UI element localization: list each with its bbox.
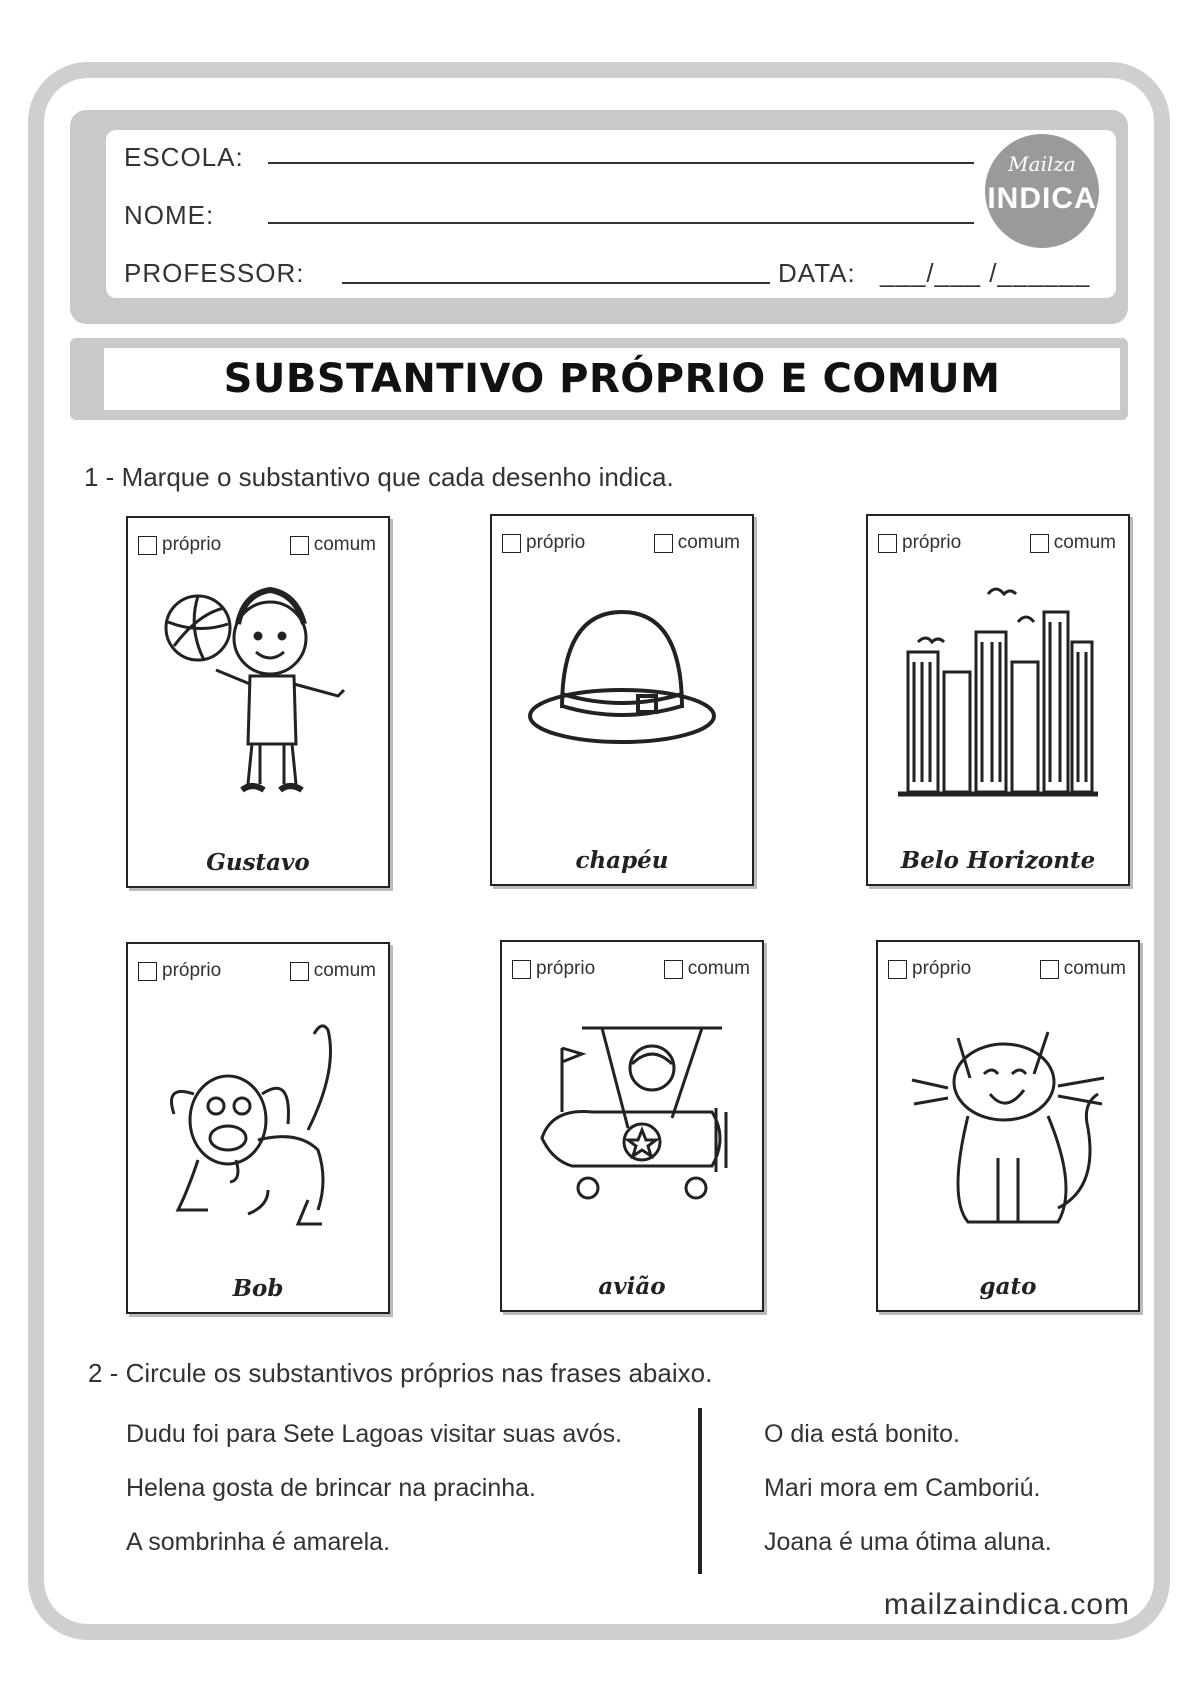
sentence-left-3[interactable]: A sombrinha é amarela. [126,1528,391,1556]
airplane-icon [532,1008,732,1248]
sentence-right-2[interactable]: Mari mora em Camboriú. [764,1474,1041,1502]
card-aviao [500,940,764,1312]
card-word: Belo Horizonte [900,847,1096,874]
card-word: avião [598,1273,666,1300]
checkbox-icon[interactable] [1040,960,1059,979]
hat-icon [522,582,722,822]
question-1-prompt: 1 - Marque o substantivo que cada desenho indica. [84,462,674,492]
card-chapeu [490,514,754,886]
checkbox-icon[interactable] [138,962,157,981]
card-word: Bob [232,1275,284,1302]
option-proprio[interactable]: próprio [878,532,961,554]
date-field[interactable]: ___/___ /______ [880,258,1091,288]
city-skyline-icon [898,582,1098,822]
name-field[interactable] [268,222,974,224]
option-proprio[interactable]: próprio [888,958,971,980]
card-word: Gustavo [206,849,310,876]
teacher-field[interactable] [342,282,770,284]
card-gato [876,940,1140,1312]
checkbox-icon[interactable] [290,536,309,555]
option-comum[interactable]: comum [654,532,740,554]
sentence-left-2[interactable]: Helena gosta de brincar na pracinha. [126,1474,536,1502]
option-proprio[interactable]: próprio [138,960,221,982]
option-proprio[interactable]: próprio [502,532,585,554]
card-word: gato [979,1273,1037,1300]
checkbox-icon[interactable] [138,536,157,555]
checkbox-icon[interactable] [878,534,897,553]
option-comum[interactable]: comum [664,958,750,980]
option-comum[interactable]: comum [290,960,376,982]
card-bob [126,942,390,1314]
option-proprio[interactable]: próprio [512,958,595,980]
question-2-prompt: 2 - Circule os substantivos próprios nas frases abaixo. [88,1358,713,1388]
checkbox-icon[interactable] [1030,534,1049,553]
column-divider [698,1408,702,1574]
checkbox-icon[interactable] [664,960,683,979]
sentence-right-3[interactable]: Joana é uma ótima aluna. [764,1528,1052,1556]
footer-website: mailzaindica.com [883,1588,1130,1621]
cat-icon [908,1008,1108,1248]
logo [985,134,1099,248]
logo-bottom-text: INDICA [987,182,1097,215]
checkbox-icon[interactable] [290,962,309,981]
page-title: SUBSTANTIVO PRÓPRIO E COMUM [104,348,1120,410]
card-belo-horizonte [866,514,1130,886]
option-comum[interactable]: comum [1030,532,1116,554]
card-word: chapéu [575,847,669,874]
option-proprio[interactable]: próprio [138,534,221,556]
option-comum[interactable]: comum [1040,958,1126,980]
school-field[interactable] [268,162,974,164]
name-label: NOME: [124,200,215,230]
boy-basketball-icon [158,584,358,824]
checkbox-icon[interactable] [888,960,907,979]
option-comum[interactable]: comum [290,534,376,556]
checkbox-icon[interactable] [502,534,521,553]
date-label: DATA: [778,258,856,288]
dog-icon [158,1010,358,1250]
teacher-label: PROFESSOR: [124,258,305,288]
sentence-left-1[interactable]: Dudu foi para Sete Lagoas visitar suas avós. [126,1420,623,1448]
logo-top-text: Mailza [1008,152,1076,176]
card-gustavo [126,516,390,888]
school-label: ESCOLA: [124,142,244,172]
checkbox-icon[interactable] [654,534,673,553]
sentence-right-1[interactable]: O dia está bonito. [764,1420,960,1448]
checkbox-icon[interactable] [512,960,531,979]
